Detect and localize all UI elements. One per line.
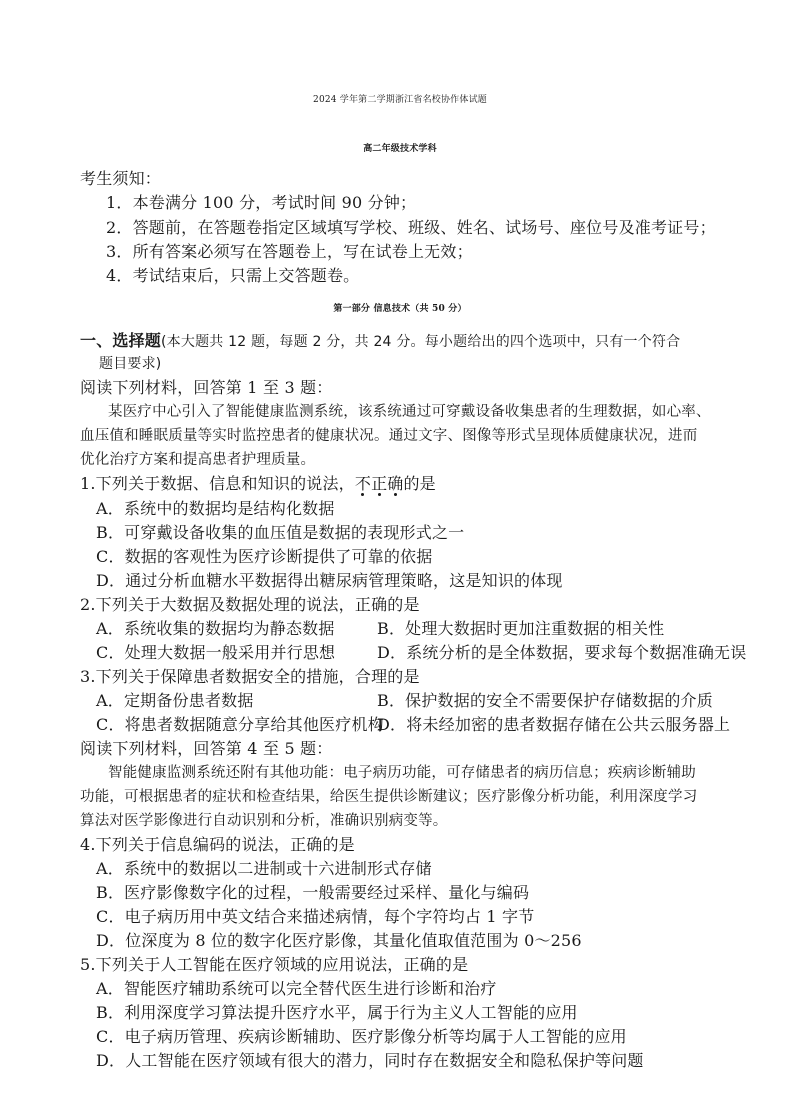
q4-option-a: A．系统中的数据以二进制或十六进制形式存储	[96, 859, 432, 878]
q4-option-b: B．医疗影像数字化的过程，一般需要经过采样、量化与编码	[96, 883, 530, 902]
section-label: 一、选择题	[80, 331, 162, 350]
q2-option-b: B．处理大数据时更加注重数据的相关性	[377, 619, 665, 638]
part-title: 第一部分 信息技术（共 50 分）	[333, 304, 467, 314]
q3-option-b: B．保护数据的安全不需要保护存储数据的介质	[377, 691, 713, 710]
q3-option-d: D．将未经加密的患者数据存储在公共云服务器上	[377, 715, 731, 734]
q1-option-d: D．通过分析血糖水平数据得出糖尿病管理策略，这是知识的体现	[96, 571, 563, 590]
q1-option-c: C．数据的客观性为医疗诊断提供了可靠的依据	[96, 547, 433, 566]
q4-option-d: D．位深度为 8 位的数字化医疗影像，其量化值取值范围为 0～256	[96, 931, 582, 950]
q2-option-d: D．系统分析的是全体数据，要求每个数据准确无误	[377, 643, 747, 662]
q1-option-b: B．可穿戴设备收集的血压值是数据的表现形式之一	[96, 523, 465, 542]
material2-line-3: 算法对医学影像进行自动识别和分析，准确识别病变等。	[80, 813, 448, 829]
exam-title: 2024 学年第二学期浙江省名校协作体试题	[313, 95, 487, 105]
q3-option-c: C．将患者数据随意分享给其他医疗机构	[96, 715, 384, 734]
material1-intro: 阅读下列材料，回答第 1 至 3 题：	[80, 378, 333, 397]
q1-stem	[80, 473, 436, 495]
q2-stem: 2.下列关于大数据及数据处理的说法，正确的是	[80, 595, 420, 614]
q1-option-a: A．系统中的数据均是结构化数据	[96, 499, 335, 518]
q5-option-a: A．智能医疗辅助系统可以完全替代医生进行诊断和治疗	[96, 979, 497, 998]
q4-option-c: C．电子病历用中英文结合来描述病情，每个字符均占 1 字节	[96, 907, 535, 926]
q3-option-a: A．定期备份患者数据	[96, 691, 254, 710]
material1-line-1: 某医疗中心引入了智能健康监测系统，该系统通过可穿戴设备收集患者的生理数据，如心率、	[108, 404, 711, 420]
material1-line-2: 血压值和睡眠质量等实时监控患者的健康状况。通过文字、图像等形式呈现体质健康状况，进而	[80, 428, 698, 444]
notice-item-2: 2．答题前，在答题卷指定区域填写学校、班级、姓名、试场号、座位号及准考证号；	[106, 218, 716, 237]
q5-stem: 5.下列关于人工智能在医疗领域的应用说法，正确的是	[80, 955, 469, 974]
section-desc-line1: (本大题共 12 题，每题 2 分，共 24 分。每小题给出的四个选项中，只有一个符合	[161, 334, 681, 350]
material1-line-3: 优化治疗方案和提高患者护理质量。	[80, 452, 316, 468]
q1-emphasis	[355, 474, 404, 493]
section-desc-line2: 题目要求)	[99, 356, 162, 372]
q1-emphasis-text: 不正确	[354, 474, 404, 493]
material2-line-1: 智能健康监测系统还附有其他功能：电子病历功能，可存储患者的病历信息；疾病诊断辅助	[108, 765, 696, 781]
q5-option-b: B．利用深度学习算法提升医疗水平，属于行为主义人工智能的应用	[96, 1003, 578, 1022]
notice-heading: 考生须知：	[80, 169, 162, 188]
q3-stem: 3.下列关于保障患者数据安全的措施，合理的是	[80, 667, 420, 686]
q5-option-d: D．人工智能在医疗领域有很大的潜力，同时存在数据安全和隐私保护等问题	[96, 1051, 644, 1070]
q2-option-a: A．系统收集的数据均为静态数据	[96, 619, 335, 638]
notice-item-4: 4．考试结束后，只需上交答题卷。	[106, 266, 360, 285]
q2-option-c: C．处理大数据一般采用并行思想	[96, 643, 336, 662]
section-heading	[80, 330, 680, 353]
emphasis-dots	[355, 493, 404, 499]
q4-stem: 4.下列关于信息编码的说法，正确的是	[80, 835, 355, 854]
subject-title: 高二年级技术学科	[363, 144, 437, 154]
q5-option-c: C．电子病历管理、疾病诊断辅助、医疗影像分析等均属于人工智能的应用	[96, 1027, 627, 1046]
notice-item-3: 3．所有答案必须写在答题卷上，写在试卷上无效；	[106, 242, 473, 261]
material2-line-2: 功能，可根据患者的症状和检查结果，给医生提供诊断建议；医疗影像分析功能，利用深度学习	[80, 789, 698, 805]
material2-intro: 阅读下列材料，回答第 4 至 5 题：	[80, 739, 333, 758]
notice-item-1: 1．本卷满分 100 分，考试时间 90 分钟；	[106, 193, 417, 212]
q1-stem-after: 的是	[403, 474, 436, 493]
q1-stem-before: 1.下列关于数据、信息和知识的说法，	[80, 474, 355, 493]
